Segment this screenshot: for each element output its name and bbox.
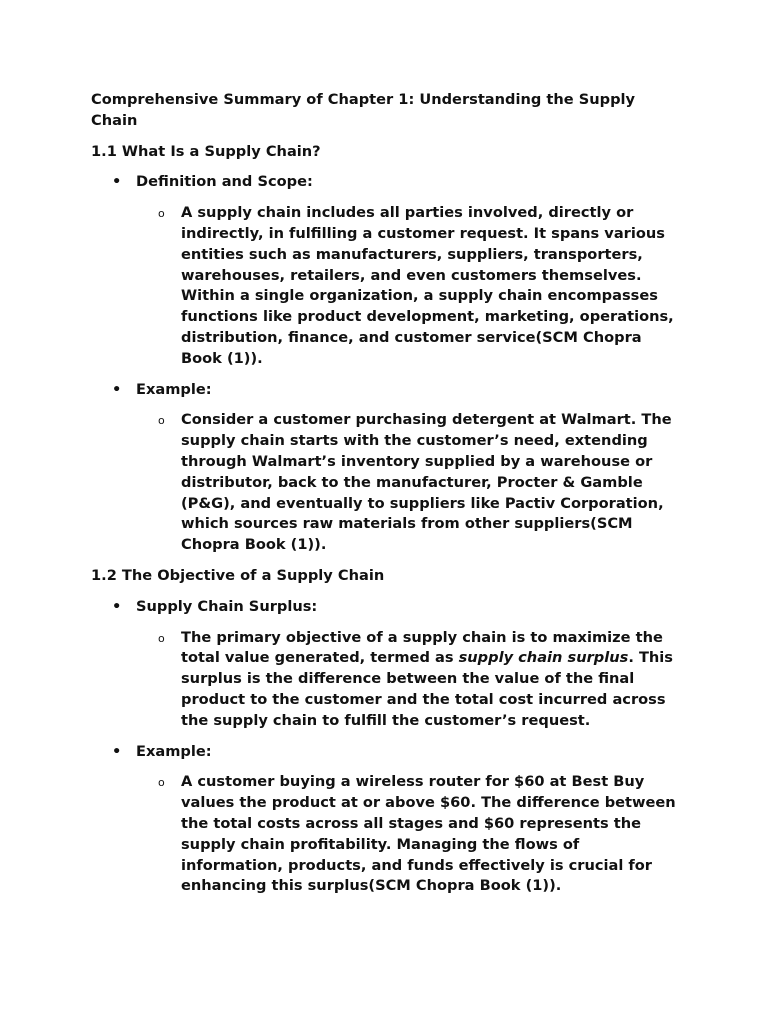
bullet-item — [91, 597, 681, 618]
document-title: Comprehensive Summary of Chapter 1: Understanding the Supply Chain — [91, 91, 636, 129]
section-heading-1-1: 1.1 What Is a Supply Chain? — [91, 142, 321, 160]
paragraph-text-part: Consider a customer purchasing detergent at Walmart. The supply chain starts with the customer’s need, extending through Walmart’s inventory supplied by a warehouse or distributor, back to the manufacturer, Procter & Gamble (P&G), and eventually to suppliers like Pactiv Corporation, which sources raw materials from other suppliers(SCM Chopra Book (1)). — [181, 411, 672, 554]
sub-bullet-circle-icon: o — [158, 776, 165, 790]
paragraph-text — [181, 203, 681, 369]
bullet-example-router — [91, 742, 681, 898]
section-heading-1-2: 1.2 The Objective of a Supply Chain — [91, 566, 385, 584]
paragraph-text — [181, 772, 681, 897]
bullet-dot-icon: • — [112, 173, 122, 191]
sub-bullet-item — [91, 628, 681, 732]
bullet-dot-icon: • — [112, 380, 122, 398]
paragraph-text-part: . This surplus is the difference between the value of the final product to the customer and the total cost incurred across the supply chain to fulfill the customer’s request. — [181, 649, 673, 729]
paragraph-text — [181, 410, 681, 556]
bullet-label: Supply Chain Surplus: — [136, 597, 318, 615]
bullet-supply-chain-surplus — [91, 597, 681, 732]
sub-bullet-circle-icon: o — [158, 631, 165, 645]
bullet-dot-icon: • — [112, 597, 122, 615]
bullet-item — [91, 742, 681, 763]
bullet-item — [91, 172, 681, 193]
sub-bullet-circle-icon: o — [158, 414, 165, 428]
bullet-dot-icon: • — [112, 742, 122, 760]
bullet-label: Example: — [136, 380, 212, 398]
emphasized-term: supply chain surplus — [458, 649, 629, 667]
paragraph-text-part: The primary objective of a supply chain is to maximize the total value generated, termed as — [181, 628, 663, 667]
bullet-example-walmart — [91, 380, 681, 556]
sub-bullet-circle-icon: o — [158, 207, 165, 221]
sub-bullet-item — [91, 410, 681, 556]
sub-bullet-item — [91, 203, 681, 369]
paragraph-text-part: A supply chain includes all parties involved, directly or indirectly, in fulfilling a customer request. It spans various entities such as manufacturers, suppliers, transporters, warehouses, retailers, and even customers themselves. Within a single organization, a supply chain encompasses functions like product development, marketing, operations, distribution, finance, and customer service(SCM Chopra Book (1)). — [181, 204, 674, 367]
bullet-label: Definition and Scope: — [136, 173, 313, 191]
bullet-item — [91, 380, 681, 401]
bullet-label: Example: — [136, 742, 212, 760]
paragraph-text-part: A customer buying a wireless router for $60 at Best Buy values the product at or above $60. The difference between the total costs across all stages and $60 represents the supply chain profitability. Managing the flows of information, products, and funds effectively is crucial for enhancing this surplus(SCM Chopra Book (1)). — [181, 773, 676, 895]
document-body — [91, 90, 681, 907]
bullet-definition-scope — [91, 172, 681, 369]
sub-bullet-item — [91, 772, 681, 897]
paragraph-text — [181, 628, 681, 732]
